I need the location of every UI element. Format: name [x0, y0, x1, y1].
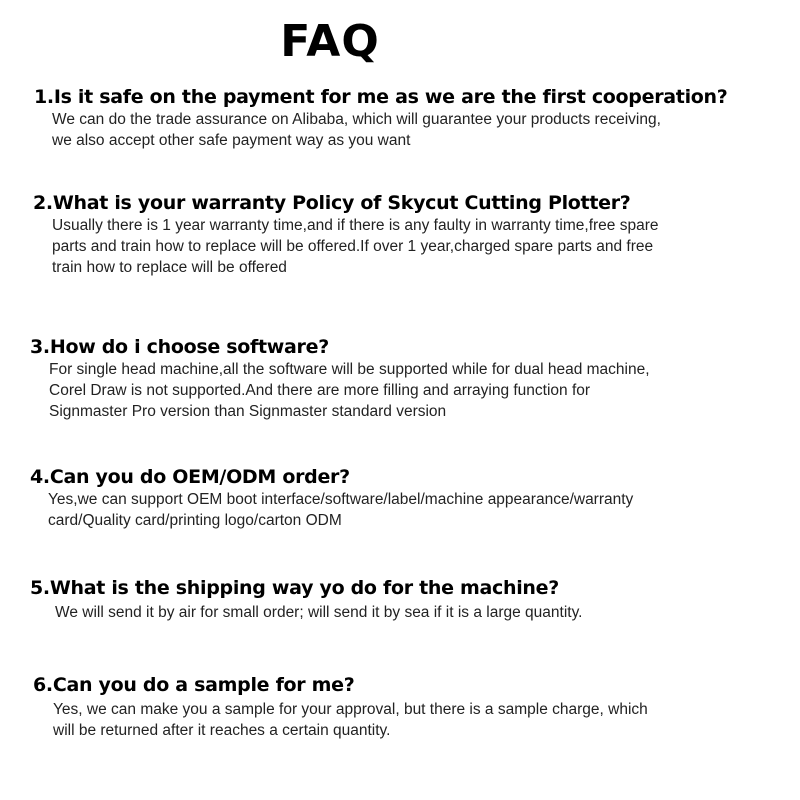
answer-line: Yes,we can support OEM boot interface/software/label/machine appearance/warranty: [48, 491, 634, 508]
faq-answer: [0, 109, 800, 151]
faq-item: [0, 576, 800, 623]
answer-line: we also accept other safe payment way as you want: [52, 132, 411, 149]
faq-question: 5.What is the shipping way yo do for the machine?: [30, 577, 559, 599]
answer-line: For single head machine,all the software will be supported while for dual head machine,: [49, 361, 650, 378]
faq-question: 4.Can you do OEM/ODM order?: [30, 466, 350, 488]
faq-question: 6.Can you do a sample for me?: [33, 674, 355, 696]
answer-line: card/Quality card/printing logo/carton ODM: [48, 512, 342, 529]
answer-line: will be returned after it reaches a certain quantity.: [53, 722, 391, 739]
answer-line: Signmaster Pro version than Signmaster standard version: [49, 403, 447, 420]
answer-line: We will send it by air for small order; will send it by sea if it is a large quantity.: [55, 604, 583, 621]
faq-question: 3.How do i choose software?: [30, 336, 329, 358]
faq-item: [0, 465, 800, 531]
faq-item: [0, 335, 800, 422]
faq-answer: [0, 697, 800, 741]
faq-answer: [0, 359, 800, 422]
faq-question: 1.Is it safe on the payment for me as we are the first cooperation?: [34, 86, 728, 108]
answer-line: train how to replace will be offered: [52, 259, 287, 276]
answer-line: Yes, we can make you a sample for your approval, but there is a sample charge, which: [53, 701, 648, 718]
faq-answer: [0, 600, 800, 623]
faq-item: [0, 191, 800, 278]
faq-answer: [0, 215, 800, 278]
answer-line: Corel Draw is not supported.And there are more filling and arraying function for: [49, 382, 591, 399]
faq-item: [0, 85, 800, 151]
page-title: FAQ: [280, 16, 380, 67]
faq-answer: [0, 489, 800, 531]
answer-line: parts and train how to replace will be offered.If over 1 year,charged spare parts and free: [52, 238, 654, 255]
faq-item: [0, 673, 800, 741]
answer-line: Usually there is 1 year warranty time,and if there is any faulty in warranty time,free spare: [52, 217, 659, 234]
answer-line: We can do the trade assurance on Alibaba, which will guarantee your products receiving,: [52, 111, 661, 128]
faq-question: 2.What is your warranty Policy of Skycut Cutting Plotter?: [33, 192, 631, 214]
